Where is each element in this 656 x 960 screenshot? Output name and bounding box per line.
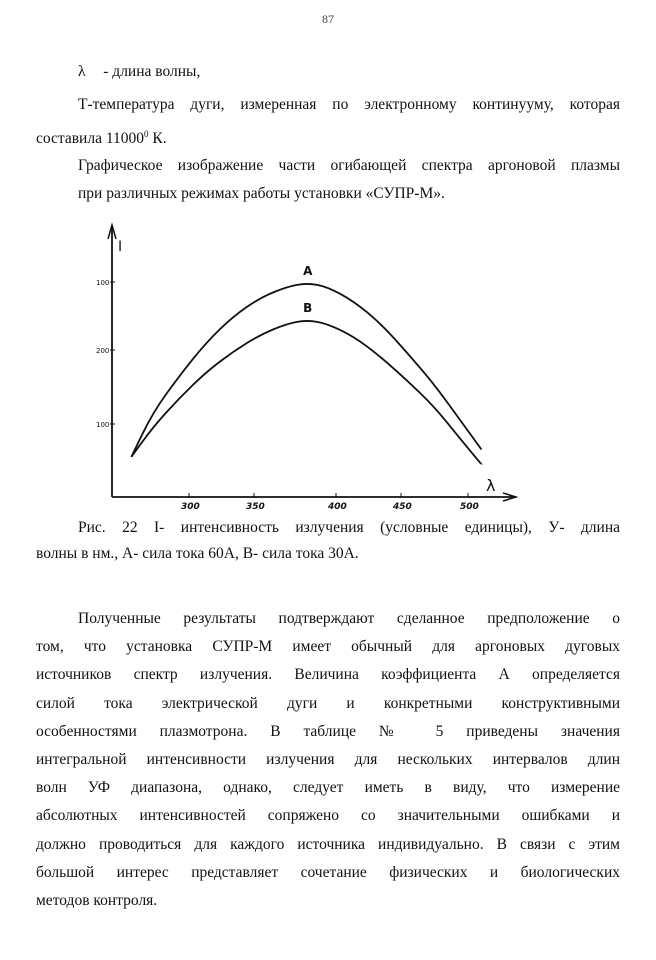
lambda-definition: [78, 62, 200, 82]
spectrum-chart: [0, 215, 656, 515]
temperature-value: составила 11000: [36, 130, 145, 147]
page-number: 87: [322, 12, 334, 26]
x-axis-label: λ: [486, 476, 496, 495]
chart-labels: [118, 239, 495, 495]
paragraph-line: должно проводиться для каждого источника индивидуально. В связи с этим: [36, 835, 620, 853]
y-tick-label: 100: [96, 279, 110, 287]
lambda-text: - длина волны,: [103, 63, 201, 80]
paragraph-line: силой тока электрической дуги и конкретными конструктивными: [36, 694, 620, 712]
paragraph-line: Полученные результаты подтверждают сделанное предположение о: [78, 610, 620, 627]
temperature-unit: К.: [148, 130, 167, 147]
x-tick-label: 450: [393, 502, 412, 512]
paragraph-line: абсолютных интенсивностей сопряжено со значительными ошибками и: [36, 807, 620, 825]
series-B-label: B: [303, 301, 313, 315]
x-tick-label: 400: [328, 502, 347, 512]
temperature-line-1: Т-температура дуги, измеренная по электронному континууму, которая: [78, 96, 620, 113]
graph-intro-line-2: при различных режимах работы установки «СУПР-М».: [78, 185, 445, 202]
paragraph-line: интегральной интенсивности излучения для нескольких интервалов длин: [36, 750, 620, 768]
paragraph-line: особенностями плазмотрона. В таблице № 5 приведены значения: [36, 722, 620, 740]
paragraph-line: волн УФ диапазона, однако, следует иметь в виду, что измерение: [36, 779, 620, 797]
x-tick-label: 350: [246, 502, 265, 512]
temperature-line-2: [36, 124, 167, 149]
figure-caption: [36, 515, 620, 567]
x-tick-label: 300: [181, 502, 200, 512]
series-B-line: [131, 321, 481, 464]
lambda-symbol: λ: [78, 63, 86, 80]
series-A-label: A: [303, 264, 313, 278]
y-tick-label: 100: [96, 421, 110, 429]
x-tick-label: 500: [460, 502, 479, 512]
y-tick-label: 200: [96, 347, 110, 355]
caption-line-2: волны в нм., А- сила тока 60А, В- сила тока 30А.: [36, 545, 359, 562]
paragraph-line: том, что установка СУПР-М имеет обычный для аргоновых дуговых: [36, 638, 620, 656]
y-axis-label: I: [118, 239, 123, 255]
temperature-superscript: 0: [144, 129, 149, 139]
paragraph-line: методов контроля.: [36, 891, 158, 909]
paragraph-line: источников спектр излучения. Величина коэффициента А определяется: [36, 666, 620, 684]
body-paragraph: [36, 605, 620, 915]
caption-line-1: Рис. 22 I- интенсивность излучения (условные единицы), У- длина: [78, 519, 620, 536]
paragraph-line: большой интерес представляет сочетание физических и биологических: [36, 863, 620, 881]
graph-intro-line-1: Графическое изображение части огибающей спектра аргоновой плазмы: [78, 157, 620, 174]
